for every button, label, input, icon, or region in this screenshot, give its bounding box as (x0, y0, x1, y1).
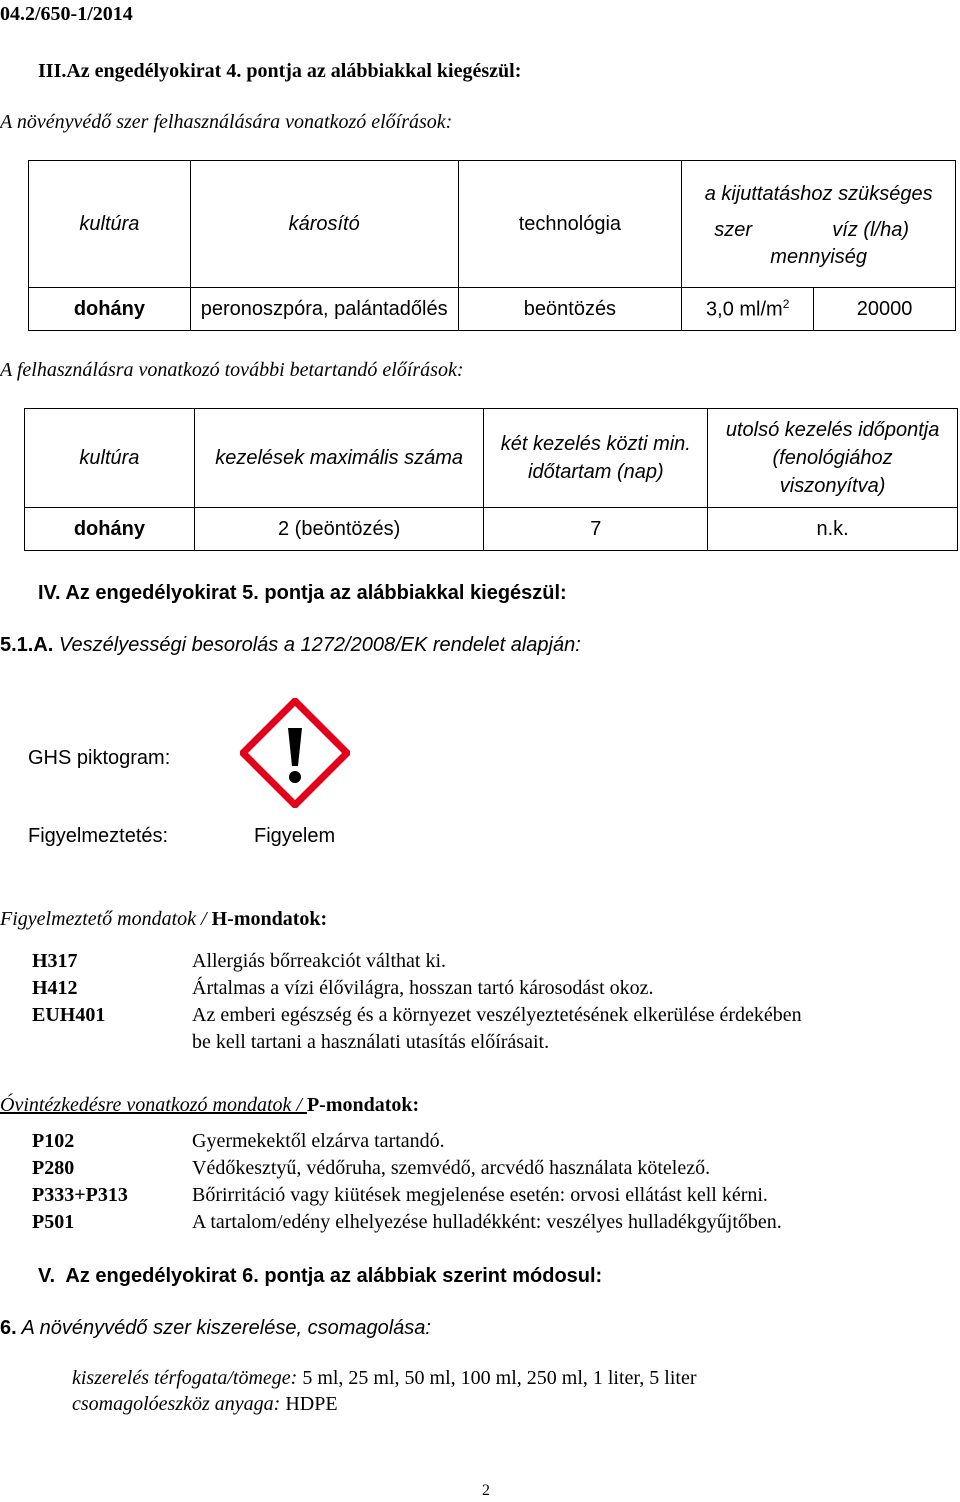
p-code: P333+P313 (32, 1184, 128, 1206)
row2-max-treatments: 2 (beöntözés) (194, 508, 484, 551)
section-3-heading: III.Az engedélyokirat 4. pontja az alábbiakkal kiegészül: (38, 60, 522, 82)
table-row (29, 288, 956, 331)
classification-heading (0, 633, 581, 657)
h-text: be kell tartani a használati utasítás előírásait. (192, 1031, 550, 1053)
header-technology: technológia (458, 161, 682, 288)
h-heading-text: Figyelmeztető mondatok / (0, 908, 212, 930)
row-agent-amount (682, 288, 814, 331)
packaging-material-label: csomagolóeszköz anyaga: (72, 1393, 281, 1415)
packaging-material-value: HDPE (280, 1393, 338, 1415)
h-texts-list (192, 948, 802, 1056)
further-rules-table (24, 408, 958, 551)
further-rules-heading: A felhasználásra vonatkozó további betartandó előírások: (0, 359, 464, 381)
header2-culture: kultúra (25, 409, 195, 508)
h-statements-heading (0, 907, 327, 931)
p-statements-heading (0, 1093, 419, 1117)
p-text: Bőrirritáció vagy kiütések megjelenése esetén: orvosi ellátást kell kérni. (192, 1184, 768, 1206)
h-code: EUH401 (32, 1004, 106, 1026)
h-text: Az emberi egészség és a környezet veszélyeztetésének elkerülése érdekében (192, 1004, 802, 1026)
h-text: Ártalmas a vízi élővilágra, hosszan tartó károsodást okoz. (192, 977, 654, 999)
header2-interval-line2: időtartam (nap) (528, 461, 664, 483)
header2-last-line2: (fenológiához (772, 447, 893, 469)
header-required-amount (682, 161, 956, 288)
p-text: Gyermekektől elzárva tartandó. (192, 1130, 445, 1152)
header2-max-treatments: kezelések maximális száma (194, 409, 484, 508)
p-texts-list (192, 1128, 782, 1236)
header-water: víz (l/ha) (832, 219, 909, 241)
h-text: Allergiás bőrreakciót válthat ki. (192, 950, 446, 972)
packaging-title: A növényvédő szer kiszerelése, csomagolása: (16, 1317, 431, 1339)
p-code: P280 (32, 1157, 75, 1179)
table-row (25, 508, 958, 551)
p-heading-text: Óvintézkedésre vonatkozó mondatok / (0, 1094, 307, 1116)
packaging-size-value: 5 ml, 25 ml, 50 ml, 100 ml, 250 ml, 1 liter, 5 liter (297, 1367, 697, 1389)
header2-last-line3: viszonyítva) (779, 475, 886, 497)
ghs-label: GHS piktogram: (28, 747, 171, 769)
signal-word-label: Figyelmeztetés: (28, 825, 169, 847)
section-3-subheading: A növényvédő szer felhasználására vonatkozó előírások: (0, 111, 453, 133)
row-water: 20000 (814, 288, 956, 331)
classification-title: Veszélyességi besorolás a 1272/2008/EK rendelet alapján: (53, 634, 581, 656)
packaging-size-line (72, 1366, 697, 1390)
h-codes-list (32, 948, 105, 1029)
agent-amount-superscript: 2 (782, 296, 790, 311)
h-heading-bold: H-mondatok: (211, 908, 328, 930)
header-agent: szer (714, 219, 753, 241)
p-code: P102 (32, 1130, 75, 1152)
signal-word-value: Figyelem (254, 825, 336, 847)
p-code: P501 (32, 1211, 75, 1233)
further-rules-header-row (25, 409, 958, 508)
header-pest: károsító (190, 161, 458, 288)
header-culture: kultúra (29, 161, 191, 288)
header2-interval-line1: két kezelés közti min. (500, 433, 691, 455)
header2-interval (484, 409, 708, 508)
packaging-size-label: kiszerelés térfogata/tömege: (72, 1367, 298, 1389)
h-code: H317 (32, 950, 78, 972)
row-technology: beöntözés (458, 288, 682, 331)
row-culture: dohány (29, 288, 191, 331)
header2-last-treatment (708, 409, 958, 508)
section-5-heading: V. Az engedélyokirat 6. pontja az alábbiak szerint módosul: (38, 1265, 603, 1287)
row-pest: peronoszpóra, palántadőlés (190, 288, 458, 331)
ghs07-exclamation-icon (240, 698, 350, 808)
agent-amount-value: 3,0 ml/m (706, 298, 783, 321)
h-code: H412 (32, 977, 78, 999)
document-number: 04.2/650-1/2014 (0, 3, 133, 25)
page-number: 2 (482, 1482, 490, 1499)
packaging-number: 6. (0, 1317, 17, 1339)
header-required-label: a kijuttatáshoz szükséges (704, 183, 933, 205)
packaging-material-line (72, 1392, 338, 1416)
row2-last: n.k. (708, 508, 958, 551)
p-text: Védőkesztyű, védőruha, szemvédő, arcvédő használata kötelező. (192, 1157, 711, 1179)
p-heading-bold: P-mondatok: (306, 1094, 420, 1116)
packaging-heading (0, 1316, 431, 1340)
header2-last-line1: utolsó kezelés időpontja (725, 419, 940, 441)
section-4-heading: IV. Az engedélyokirat 5. pontja az alábbiakkal kiegészül: (38, 582, 567, 604)
p-text: A tartalom/edény elhelyezése hulladékként: veszélyes hulladékgyűjtőben. (192, 1211, 782, 1233)
row2-culture: dohány (25, 508, 195, 551)
row2-interval: 7 (484, 508, 708, 551)
usage-table (28, 160, 956, 331)
p-codes-list (32, 1128, 128, 1236)
classification-number: 5.1.A. (0, 634, 54, 656)
usage-table-header-row (29, 161, 956, 288)
header-quantity: mennyiség (770, 246, 867, 268)
